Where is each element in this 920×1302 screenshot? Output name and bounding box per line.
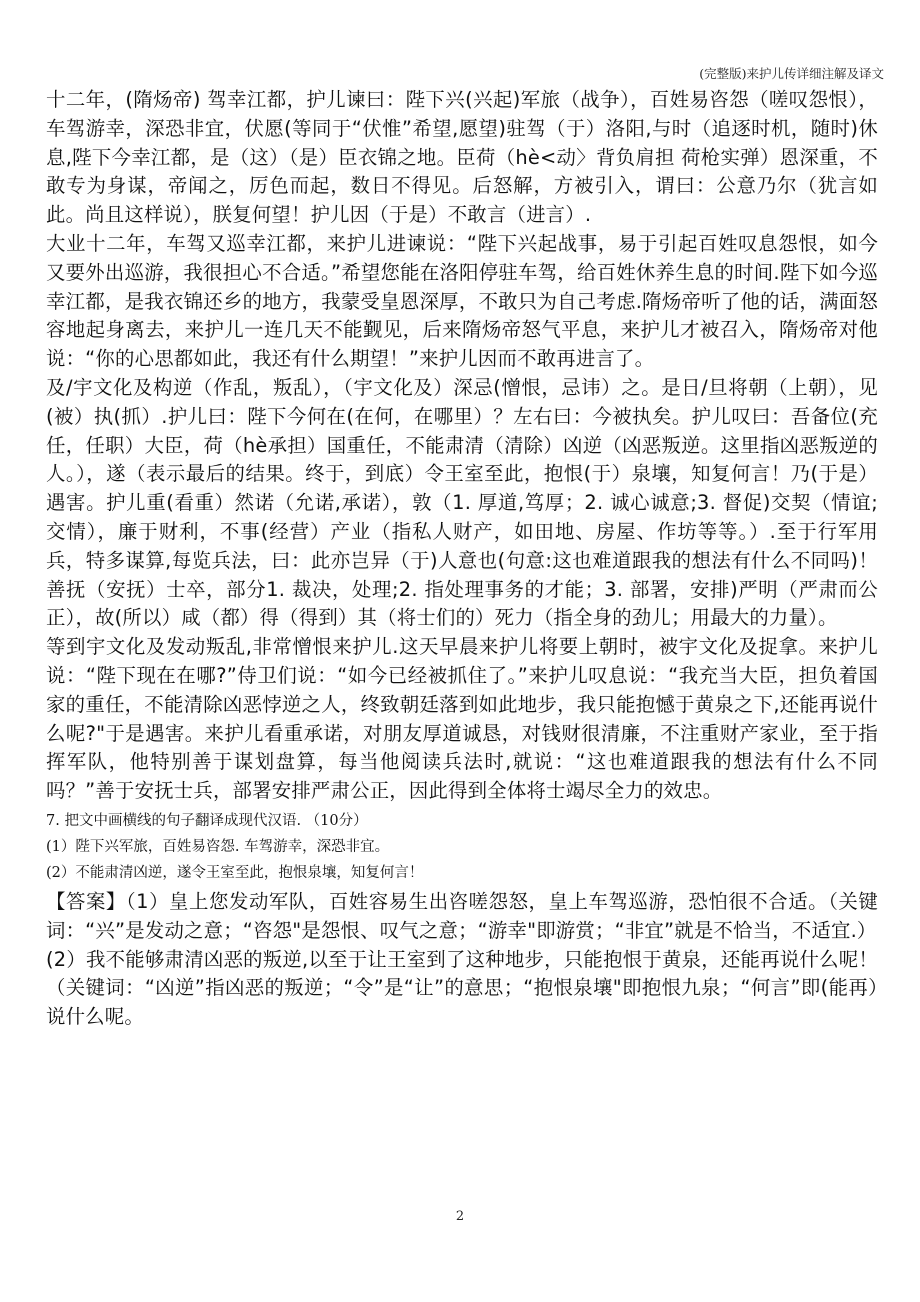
original-text-paragraph-1: 十二年，(隋炀帝) 驾幸江都，护儿谏曰：陛下兴(兴起)军旅（战争），百姓易咨怨（嗟叹怨恨），车驾游幸，深恐非宜，伏愿(等同于“伏惟”希望,愿望)驻驾（于）洛阳,与时（追逐时机，随时)休息,陛下今幸江都，是（这）（是）臣衣锦之地。臣荷（hè<动〉背负肩担 荷枪实弹）恩深重，不敢专为身谋，帝闻之，厉色而起，数日不得见。后怒解，方被引入，谓曰：公意乃尔（犹言如此。尚且这样说），朕复何望！护儿因（于是）不敢言（进言）.: [46, 88, 878, 227]
document-body: [46, 86, 878, 1032]
page-number: 2: [455, 1209, 465, 1224]
translation-paragraph-1: 大业十二年，车驾又巡幸江都，来护儿进谏说：“陛下兴起战事，易于引起百姓叹息怨恨，如今又要外出巡游，我很担心不合适。”希望您能在洛阳停驻车驾，给百姓休养生息的时间.陛下如今巡幸江都，是我衣锦还乡的地方，我蒙受皇恩深厚，不敢只为自己考虑.隋炀帝听了他的话，满面怒容地起身离去，来护儿一连几天不能觐见，后来隋炀帝怒气平息，来护儿才被召入，隋炀帝对他说：“你的心思都如此，我还有什么期望！”来护儿因而不敢再进言了。: [46, 231, 878, 371]
original-text-paragraph-2: 及/宇文化及构逆（作乱，叛乱），（宇文化及）深忌(憎恨，忌讳）之。是日/旦将朝（上朝），见(被）执(抓）.护儿曰：陛下今何在(在何，在哪里）？左右曰：今被执矣。护儿叹曰：吾备位(充任，任职）大臣，荷（hè承担）国重任，不能肃清（清除）凶逆（凶恶叛逆。这里指凶恶叛逆的人。），遂（表示最后的结果。终于，到底）令王室至此，抱恨(于）泉壤，知复何言！乃(于是）遇害。护儿重(看重）然诺（允诺,承诺），敦（1. 厚道,笃厚；2. 诚心诚意;3. 督促)交契（情谊;交情），廉于财利，不事(经营）产业（指私人财产，如田地、房屋、作坊等等。）.至于行军用兵，特多谋算,每览兵法，曰：此亦岂异（于)人意也(句意:这也难道跟我的想法有什么不同吗)！善抚（安抚）士卒，部分1. 裁决，处理;2. 指处理事务的才能；3. 部署，安排)严明（严肃而公正），故(所以）咸（都）得（得到）其（将士们的）死力（指全身的劲儿；用最大的力量）。: [46, 375, 878, 630]
page-header-title: (完整版)来护儿传详细注解及译文: [699, 66, 884, 81]
translation-paragraph-2: 等到宇文化及发动叛乱,非常憎恨来护儿.这天早晨来护儿将要上朝时，被宇文化及捉拿。来护儿说：“陛下现在在哪?”侍卫们说：“如今已经被抓住了。”来护儿叹息说：“我充当大臣，担负着国家的重任，不能清除凶恶悖逆之人，终致朝廷落到如此地步，我只能抱憾于黄泉之下,还能再说什么呢?"于是遇害。来护儿看重承诺，对朋友厚道诚恳，对钱财很清廉，不注重财产家业，至于指挥军队，他特别善于谋划盘算，每当他阅读兵法时,就说：“这也难道跟我的想法有什么不同吗？”善于安抚士兵，部署安排严肃公正，因此得到全体将士竭尽全力的效忠。: [46, 635, 878, 803]
question-title: 7. 把文中画横线的句子翻译成现代汉语. （10分）: [46, 812, 368, 829]
answer-section: [46, 888, 878, 1032]
answer-part-1: 【答案】（1）皇上您发动军队，百姓容易生出咨嗟怨怒，皇上车驾巡游，恐怕很不合适。（关键词：“兴”是发动之意；“咨怨"是怨恨、叹气之意；“游幸"即游赏；“非宜”就是不恰当，不适宜.）: [46, 889, 878, 942]
answer-part-2: (2）我不能够肃清凶恶的叛逆,以至于让王室到了这种地步，只能抱恨于黄泉，还能再说什么呢！（关键词：“凶逆”指凶恶的叛逆；“令”是“让”的意思；“抱恨泉壤"即抱恨九泉；“何言”即(能再）说什么呢。: [46, 947, 878, 1029]
question-item-1: (1）陛下兴军旅，百姓易咨怨. 车驾游幸，深恐非宜。: [46, 838, 390, 855]
question-section: [46, 808, 878, 886]
question-item-2: (2）不能肃清凶逆，遂令王室至此，抱恨泉壤，知复何言！: [46, 864, 424, 881]
